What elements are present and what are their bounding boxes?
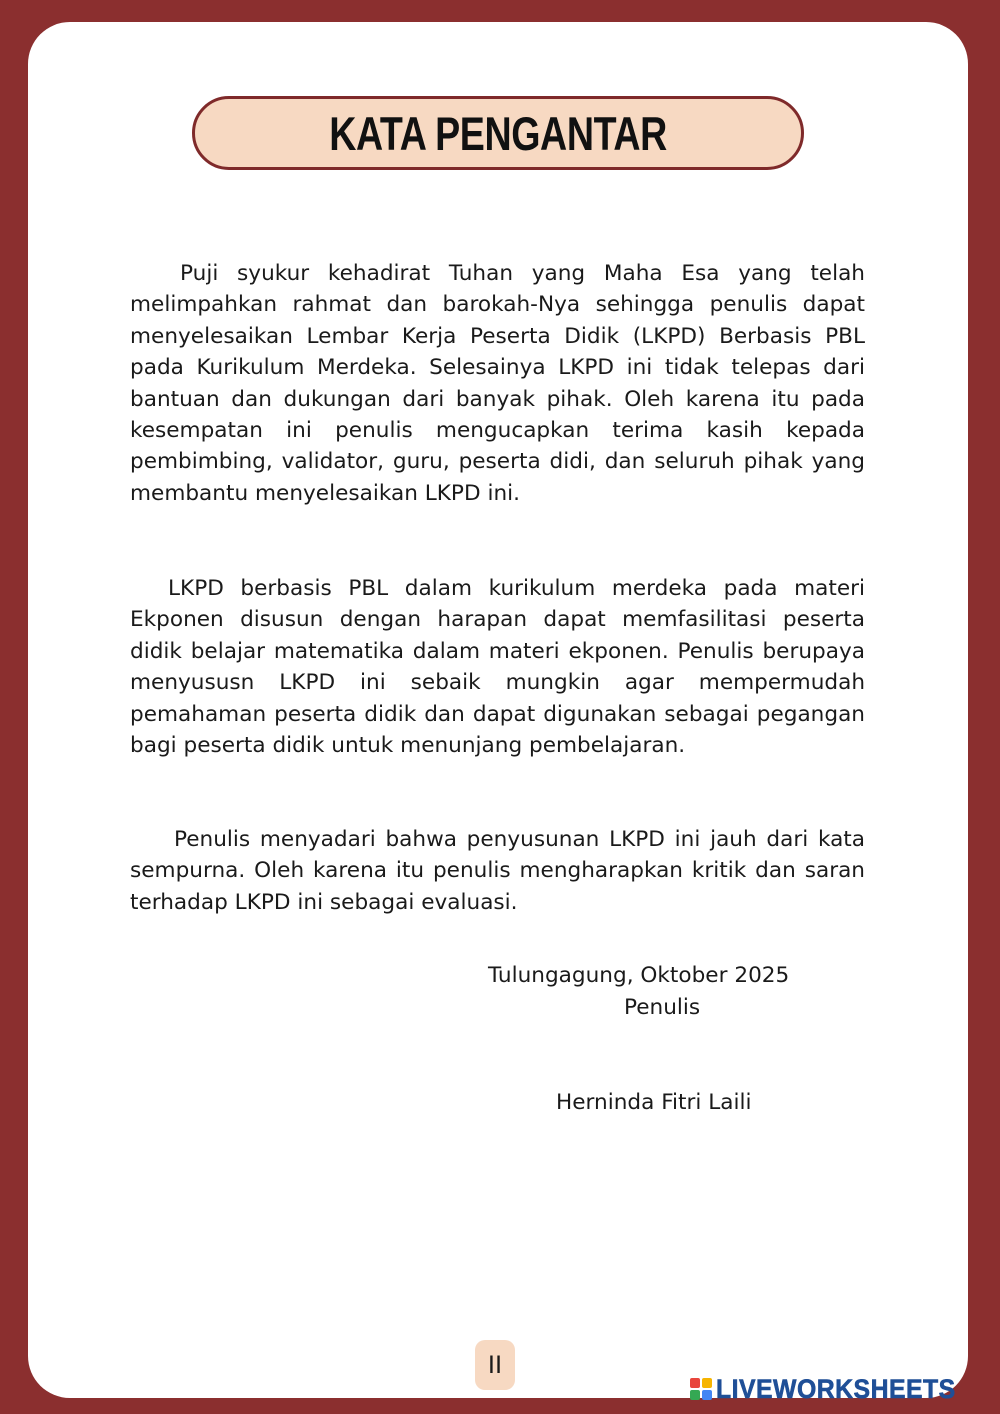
signature-place-date: Tulungagung, Oktober 2025 bbox=[488, 963, 790, 988]
paragraph-3: Penulis menyadari bahwa penyusunan LKPD ini jauh dari kata sempurna. Oleh karena itu penulis mengharapkan kritik dan saran terhadap LKPD ini sebagai evaluasi. bbox=[130, 827, 865, 915]
signature-name: Herninda Fitri Laili bbox=[556, 1090, 752, 1115]
liveworksheets-logo-icon bbox=[690, 1378, 712, 1400]
logo-square-red bbox=[690, 1378, 700, 1388]
logo-square-green bbox=[690, 1390, 700, 1400]
paragraph-2: LKPD berbasis PBL dalam kurikulum merdeka pada materi Ekponen disusun dengan harapan dapat memfasilitasi peserta didik belajar matematika dalam materi ekponen. Penulis berupaya menyususn LKPD ini sebaik mungkin agar mempermudah pemahaman peserta didik dan dapat digunakan sebagai pegangan bagi peserta didik untuk menunjang pembelajaran. bbox=[130, 576, 865, 759]
signature-role: Penulis bbox=[624, 995, 701, 1020]
logo-square-yellow bbox=[702, 1378, 712, 1388]
liveworksheets-watermark[interactable] bbox=[690, 1374, 977, 1404]
page-number: II bbox=[475, 1340, 515, 1390]
logo-square-blue bbox=[702, 1390, 712, 1400]
title-banner bbox=[192, 96, 804, 170]
paragraph-1: Puji syukur kehadirat Tuhan yang Maha Esa yang telah melimpahkan rahmat dan barokah-Nya sehingga penulis dapat menyelesaikan Lembar Kerja Peserta Didik (LKPD) Berbasis PBL pada Kurikulum Merdeka. Selesainya LKPD ini tidak telepas dari bantuan dan dukungan dari banyak pihak. Oleh karena itu pada kesempatan ini penulis mengucapkan terima kasih kepada pembimbing, validator, guru, peserta didi, dan seluruh pihak yang membantu menyelesaikan LKPD ini. bbox=[130, 261, 865, 506]
page-title: KATA PENGANTAR bbox=[329, 106, 667, 160]
liveworksheets-brand: LIVEWORKSHEETS bbox=[716, 1373, 956, 1404]
